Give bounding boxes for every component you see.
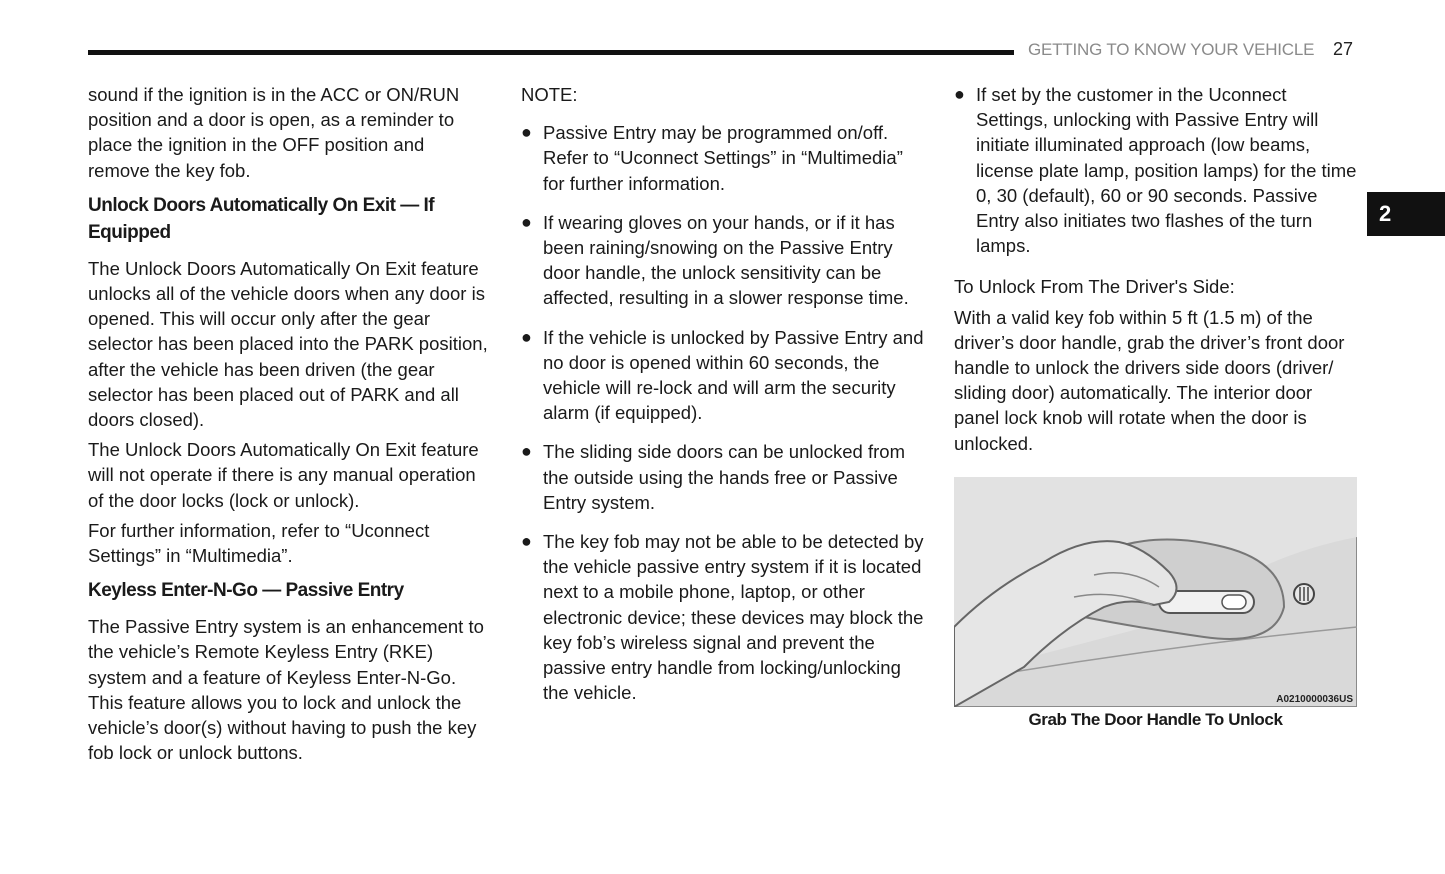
list-item-text: Passive Entry may be programmed on/off. Refer to “Uconnect Settings” in “Multimedia” for further information.	[543, 122, 903, 194]
paragraph-continued: sound if the ignition is in the ACC or ON/RUN position and a door is open, as a reminder to place the ignition in the OFF position and remove the key fob.	[88, 84, 460, 181]
illuminated-approach-list	[954, 82, 1358, 258]
list-item-text: The sliding side doors can be unlocked from the outside using the hands free or Passive Entry system.	[543, 441, 905, 513]
figure-code: A0210000036US	[1276, 694, 1353, 705]
header-rule	[88, 50, 1014, 55]
heading-unlock-doors: Unlock Doors Automatically On Exit — If Equipped	[88, 194, 435, 243]
paragraph-driver-side: With a valid key fob within 5 ft (1.5 m) of the driver’s door handle, grab the driver’s front door handle to unlock the drivers side doors (driver/ sliding door) automatically. The interior door panel lock knob will rotate when the door is unlocked.	[954, 306, 1345, 454]
running-header: GETTING TO KNOW YOUR VEHICLE	[1028, 40, 1315, 59]
bullet-icon: ●	[521, 122, 532, 143]
column-middle	[521, 82, 926, 719]
door-handle-figure	[954, 477, 1357, 707]
chapter-tab[interactable]: 2	[1367, 192, 1445, 236]
note-label: NOTE:	[521, 84, 578, 105]
list-item	[521, 120, 926, 196]
paragraph-unlock-1: The Unlock Doors Automatically On Exit feature unlocks all of the vehicle doors when any door is opened. This will occur only after the gear selector has been placed into the PARK position, after the vehicle has been driven (the gear selector has been placed out of PARK and all doors closed).	[88, 257, 488, 431]
paragraph-unlock-2: The Unlock Doors Automatically On Exit feature will not operate if there is any manual operation of the door locks (lock or unlock).	[88, 439, 479, 511]
list-item-text: If the vehicle is unlocked by Passive Entry and no door is opened within 60 seconds, the vehicle will re-lock and will arm the security alarm (if equipped).	[543, 326, 924, 424]
list-item-text: The key fob may not be able to be detected by the vehicle passive entry system if it is located next to a mobile phone, laptop, or other electronic device; these devices may block the key fob’s wireless signal and prevent the passive entry handle from locking/unlocking the vehicle.	[543, 531, 924, 704]
bullet-icon: ●	[954, 84, 965, 104]
list-item	[521, 529, 926, 705]
page-number: 27	[1333, 39, 1354, 59]
paragraph-keyless: The Passive Entry system is an enhancement to the vehicle’s Remote Keyless Entry (RKE) system and a feature of Keyless Enter-N-Go. This feature allows you to lock and unlock the vehicle’s door(s) without having to push the key fob lock or unlock buttons.	[88, 616, 484, 764]
column-left	[88, 82, 490, 770]
subheading-driver-side: To Unlock From The Driver's Side:	[954, 276, 1235, 298]
note-bullet-list	[521, 120, 926, 705]
door-handle-illustration	[954, 477, 1357, 707]
paragraph-unlock-3: For further information, refer to “Uconnect Settings” in “Multimedia”.	[88, 519, 430, 567]
list-item-text: If set by the customer in the Uconnect Settings, unlocking with Passive Entry will initiate illuminated approach (low beams, license plate lamp, position lamps) for the time 0, 30 (default), 60 or 90 seconds. Passive Entry also initiates two flashes of the turn lamps.	[976, 84, 1357, 257]
list-item	[521, 325, 926, 426]
bullet-icon: ●	[521, 326, 532, 347]
heading-keyless-enter-n-go: Keyless Enter-N-Go — Passive Entry	[88, 580, 404, 602]
list-item	[521, 439, 926, 515]
figure-caption: Grab The Door Handle To Unlock	[1028, 710, 1283, 729]
list-item	[954, 82, 1358, 258]
bullet-icon: ●	[521, 531, 532, 552]
bullet-icon: ●	[521, 211, 532, 232]
list-item-text: If wearing gloves on your hands, or if it has been raining/snowing on the Passive Entry door handle, the unlock sensitivity can be affected, resulting in a slower response time.	[543, 211, 909, 309]
bullet-icon: ●	[521, 441, 532, 462]
column-right	[954, 82, 1358, 461]
list-item	[521, 210, 926, 311]
